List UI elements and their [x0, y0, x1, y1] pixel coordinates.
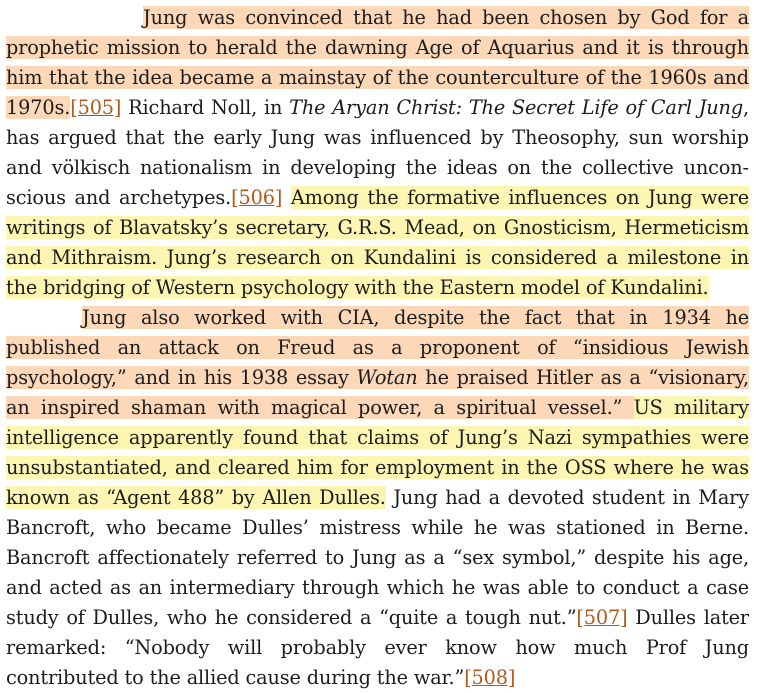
book-title: The Aryan Christ: The Secret Life of Carl Jung [289, 96, 744, 119]
essay-title: Wotan [356, 366, 426, 389]
text-span: , has argued that the early Jung was influenced by Theosophy, sun worship and völkisch nationalism in developing the ideas on the collective unconscious and archetypes. [6, 96, 749, 209]
highlight-yellow: US military intelligence apparently found that claims of Jung’s Nazi sympathies were unsubstantiated, and cleared him for employment in the OSS where he was known as “Agent 488” by Allen Dulles. [6, 396, 749, 509]
footnote-link-508[interactable]: [508] [464, 666, 516, 689]
footnote-link-505[interactable]: [505] [70, 96, 122, 119]
document-body [6, 3, 749, 693]
highlight-orange: Jung was convinced that he had been chosen by God for a prophetic mission to herald the dawning Age of Aquarius and it is through him that the idea became a mainstay of the counterculture of the 1960s and 1970s. [6, 6, 749, 119]
text-span: Jung had a devoted student in Mary Bancroft, who became Dulles’ mistress while he was stationed in Berne. Bancroft affectionately referred to Jung as a “sex symbol,” despite his age, and acted as an intermediary through which he was able to conduct a case study of Dulles, who he considered a “quite a tough nut.” [6, 486, 749, 629]
highlight-orange: Jung also worked with CIA, despite the fact that in 1934 he published an attack on Freud as a proponent of “insidious Jewish psychology,” and in his 1938 essay [6, 306, 749, 389]
highlight-orange: he praised Hitler as a “visionary, an inspired shaman with magical power, a spiritual vessel.” [6, 366, 749, 419]
highlight-yellow: Among the formative influences on Jung were writings of Blavatsky’s secretary, G.R.S. Mead, on Gnosticism, Hermeticism and Mithraism. Jung’s research on Kundalini is considered a milestone in the bridging of Western psychology with the Eastern model of Kundalini. [6, 186, 749, 299]
footnote-link-507[interactable]: [507] [576, 606, 628, 629]
text-span: Dulles later remarked: “Nobody will probably ever know how much Prof Jung contributed to the allied cause during the war.” [6, 606, 749, 689]
text-span: Richard Noll, in [121, 96, 290, 119]
text-span [282, 186, 291, 209]
paragraph-1 [6, 3, 749, 303]
paragraph-2 [6, 303, 749, 693]
footnote-link-506[interactable]: [506] [231, 186, 283, 209]
